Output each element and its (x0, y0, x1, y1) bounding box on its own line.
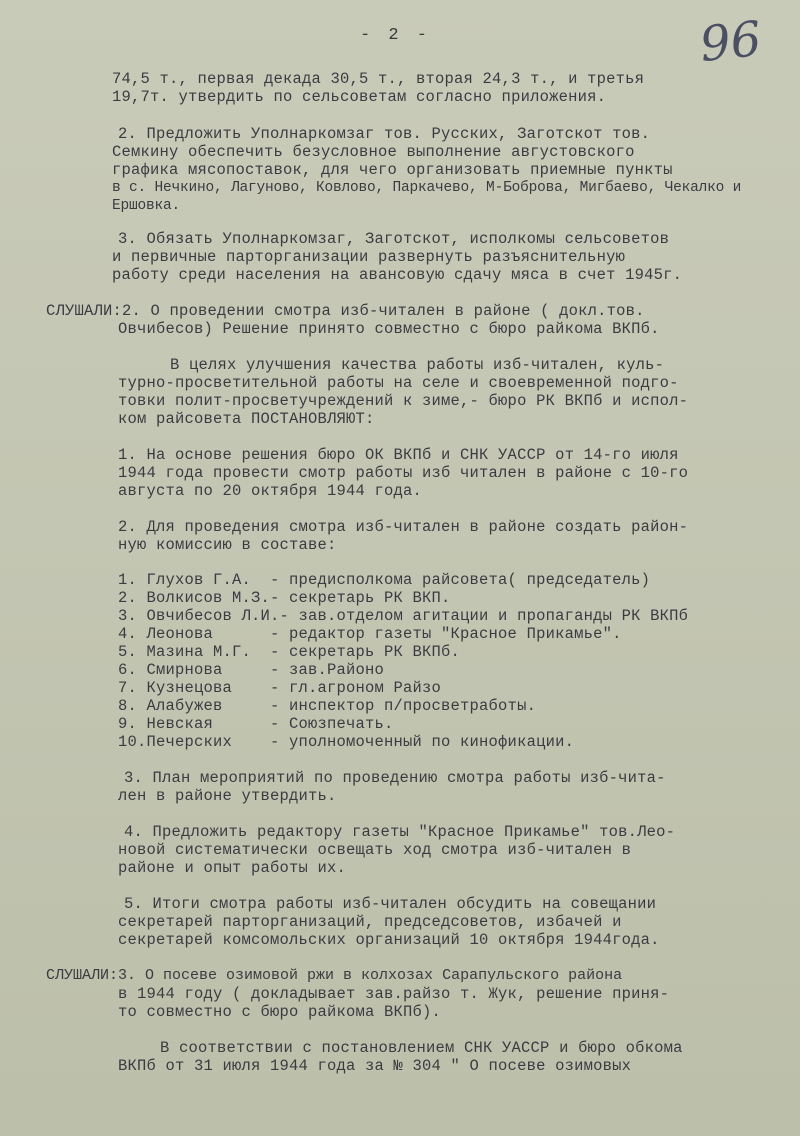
text-line: Семкину обеспечить безусловное выполнение августовского (112, 143, 635, 161)
text-line: 2. Для проведения смотра изб-читален в районе создать район- (118, 518, 689, 536)
text-line: турно-просветительной работы на селе и своевременной подго- (118, 374, 679, 392)
text-line: Овчибесов) Решение принято совместно с бюро райкома ВКПб. (118, 320, 660, 338)
text-line: в 1944 году ( докладывает зав.райзо т. Жук, решение приня- (118, 985, 670, 1003)
text-line: 1. На основе решения бюро ОК ВКПб и СНК УАССР от 14-го июля (118, 446, 679, 464)
text-line: товки полит-просветучреждений к зиме,- бюро РК ВКПб и испол- (118, 392, 689, 410)
text-line: новой систематически освещать ход смотра изб-читален в (118, 841, 632, 859)
text-line: и первичные парторганизации развернуть разъяснительную (112, 248, 626, 266)
text-line: В целях улучшения качества работы изб-читален, куль- (170, 356, 665, 374)
page-number: - 2 - (360, 26, 432, 45)
text-line: В соответствии с постановлением СНК УАССР и бюро обкома (160, 1039, 683, 1057)
commission-member: 2. Волкисов М.З.- секретарь РК ВКП. (118, 589, 451, 607)
text-line: 1944 года провести смотр работы изб читален в районе с 10-го (118, 464, 689, 482)
commission-member: 3. Овчибесов Л.И.- зав.отделом агитации и пропаганды РК ВКПб (118, 607, 689, 625)
text-line: августа по 20 октября 1944 года. (118, 482, 423, 500)
commission-member: 8. Алабужев - инспектор п/просветработы. (118, 697, 537, 715)
commission-member: 10.Печерских - уполномоченный по кинофикации. (118, 733, 575, 751)
heard-heading: СЛУШАЛИ:3. О посеве озимовой ржи в колхозах Сарапульского района (46, 967, 623, 984)
text-line: в с. Нечкино, Лагуново, Ковлово, Паркачево, М-Боброва, Мигбаево, Чекалко и Ершовка. (112, 180, 742, 214)
text-line: 74,5 т., первая декада 30,5 т., вторая 24,3 т., и третья (112, 70, 645, 88)
commission-member: 7. Кузнецова - гл.агроном Райзо (118, 679, 442, 697)
commission-member: 6. Смирнова - зав.Районо (118, 661, 385, 679)
text-line: ную комиссию в составе: (118, 536, 337, 554)
heard-heading: СЛУШАЛИ:2. О проведении смотра изб-читален в районе ( докл.тов. (46, 302, 645, 320)
text-line: ком райсовета ПОСТАНОВЛЯЮТ: (118, 410, 375, 428)
text-line: 3. План мероприятий по проведению смотра работы изб-чита- (124, 769, 666, 787)
commission-member: 9. Невская - Союзпечать. (118, 715, 394, 733)
text-line: районе и опыт работы их. (118, 859, 347, 877)
text-line: секретарей комсомольских организаций 10 октября 1944года. (118, 931, 660, 949)
text-line: то совместно с бюро райкома ВКПб). (118, 1003, 442, 1021)
text-line: работу среди населения на авансовую сдачу мяса в счет 1945г. (112, 266, 683, 284)
text-line: 5. Итоги смотра работы изб-читален обсудить на совещании (124, 895, 657, 913)
text-line: графика мясопоставок, для чего организовать приемные пункты (112, 161, 673, 179)
commission-member: 5. Мазина М.Г. - секретарь РК ВКПб. (118, 643, 461, 661)
folio-number: 96 (697, 10, 764, 74)
commission-member: 4. Леонова - редактор газеты "Красное Прикамье". (118, 625, 622, 643)
text-line: 19,7т. утвердить по сельсоветам согласно приложения. (112, 88, 607, 106)
commission-member: 1. Глухов Г.А. - предисполкома райсовета( председатель) (118, 571, 651, 589)
text-line: секретарей парторганизаций, председсоветов, избачей и (118, 913, 622, 931)
text-line: 3. Обязать Уполнаркомзаг, Заготскот, исполкомы сельсоветов (118, 230, 670, 248)
text-line: лен в районе утвердить. (118, 787, 337, 805)
text-line: ВКПб от 31 июля 1944 года за № 304 " О посеве озимовых (118, 1057, 632, 1075)
text-line: 2. Предложить Уполнаркомзаг тов. Русских, Заготскот тов. (118, 125, 651, 143)
text-line: 4. Предложить редактору газеты "Красное Прикамье" тов.Лео- (124, 823, 676, 841)
